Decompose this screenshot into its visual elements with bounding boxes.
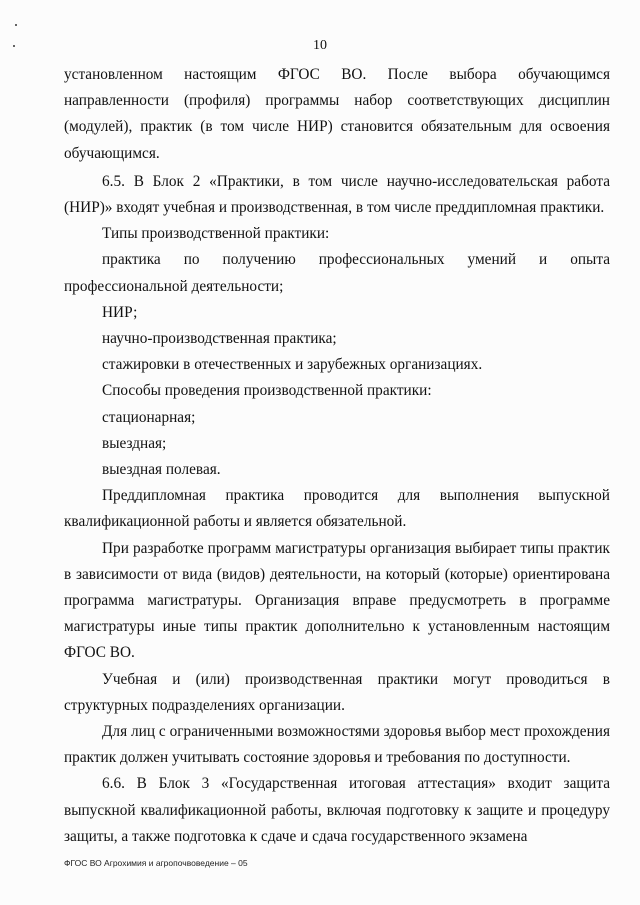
list-item: научно-производственная практика; xyxy=(102,330,337,348)
paragraph: Учебная и (или) производственная практики могут проводиться в структурных подразделениях организации. xyxy=(64,670,610,714)
list-item: стационарная; xyxy=(102,408,196,426)
page-number: 10 xyxy=(313,38,327,53)
list-item: выездная; xyxy=(102,434,167,452)
body-text xyxy=(64,62,610,850)
list-item: НИР; xyxy=(102,303,138,321)
list-item: стажировки в отечественных и зарубежных организациях. xyxy=(102,356,483,374)
paragraph: При разработке программ магистратуры организация выбирает типы практик в зависимости от вида (видов) деятельности, на который (которые) ориентирована программа магистратуры. Организация вправе предусмотреть в программе магистратуры иные типы практик дополнительно к установленным настоящим ФГОС ВО. xyxy=(64,539,610,662)
paragraph: Способы проведения производственной практики: xyxy=(102,382,432,400)
paragraph: Преддипломная практика проводится для выполнения выпускной квалификационной работы и является обязательной. xyxy=(64,487,610,531)
paragraph: 6.6. В Блок 3 «Государственная итоговая аттестация» входит защита выпускной квалификационной работы, включая подготовку к защите и процедуру защиты, а также подготовка к сдаче и сдача государственного экзамена xyxy=(64,775,610,845)
paragraph: профессиональной деятельности; xyxy=(64,277,284,295)
paragraph: 6.5. В Блок 2 «Практики, в том числе научно-исследовательская работа (НИР)» входят учебная и производственная, в том числе преддипломная практики. xyxy=(64,172,610,217)
paragraph: Для лиц с ограниченными возможностями здоровья выбор мест прохождения практик должен учитывать состояние здоровья и требования по доступности. xyxy=(64,723,610,767)
scan-speck xyxy=(15,24,17,26)
list-item: выездная полевая. xyxy=(102,461,221,479)
paragraph: установленном настоящим ФГОС ВО. После выбора обучающимся направленности (профиля) программы набор соответствующих дисциплин (модулей), практик (в том числе НИР) становится обязательным для освоения обучающимся. xyxy=(64,66,610,162)
paragraph: Типы производственной практики: xyxy=(102,225,330,243)
paragraph: практика по получению профессиональных умений и опыта xyxy=(102,251,610,269)
footer: ФГОС ВО Агрохимия и агропочвоведение – 05 xyxy=(64,858,248,868)
